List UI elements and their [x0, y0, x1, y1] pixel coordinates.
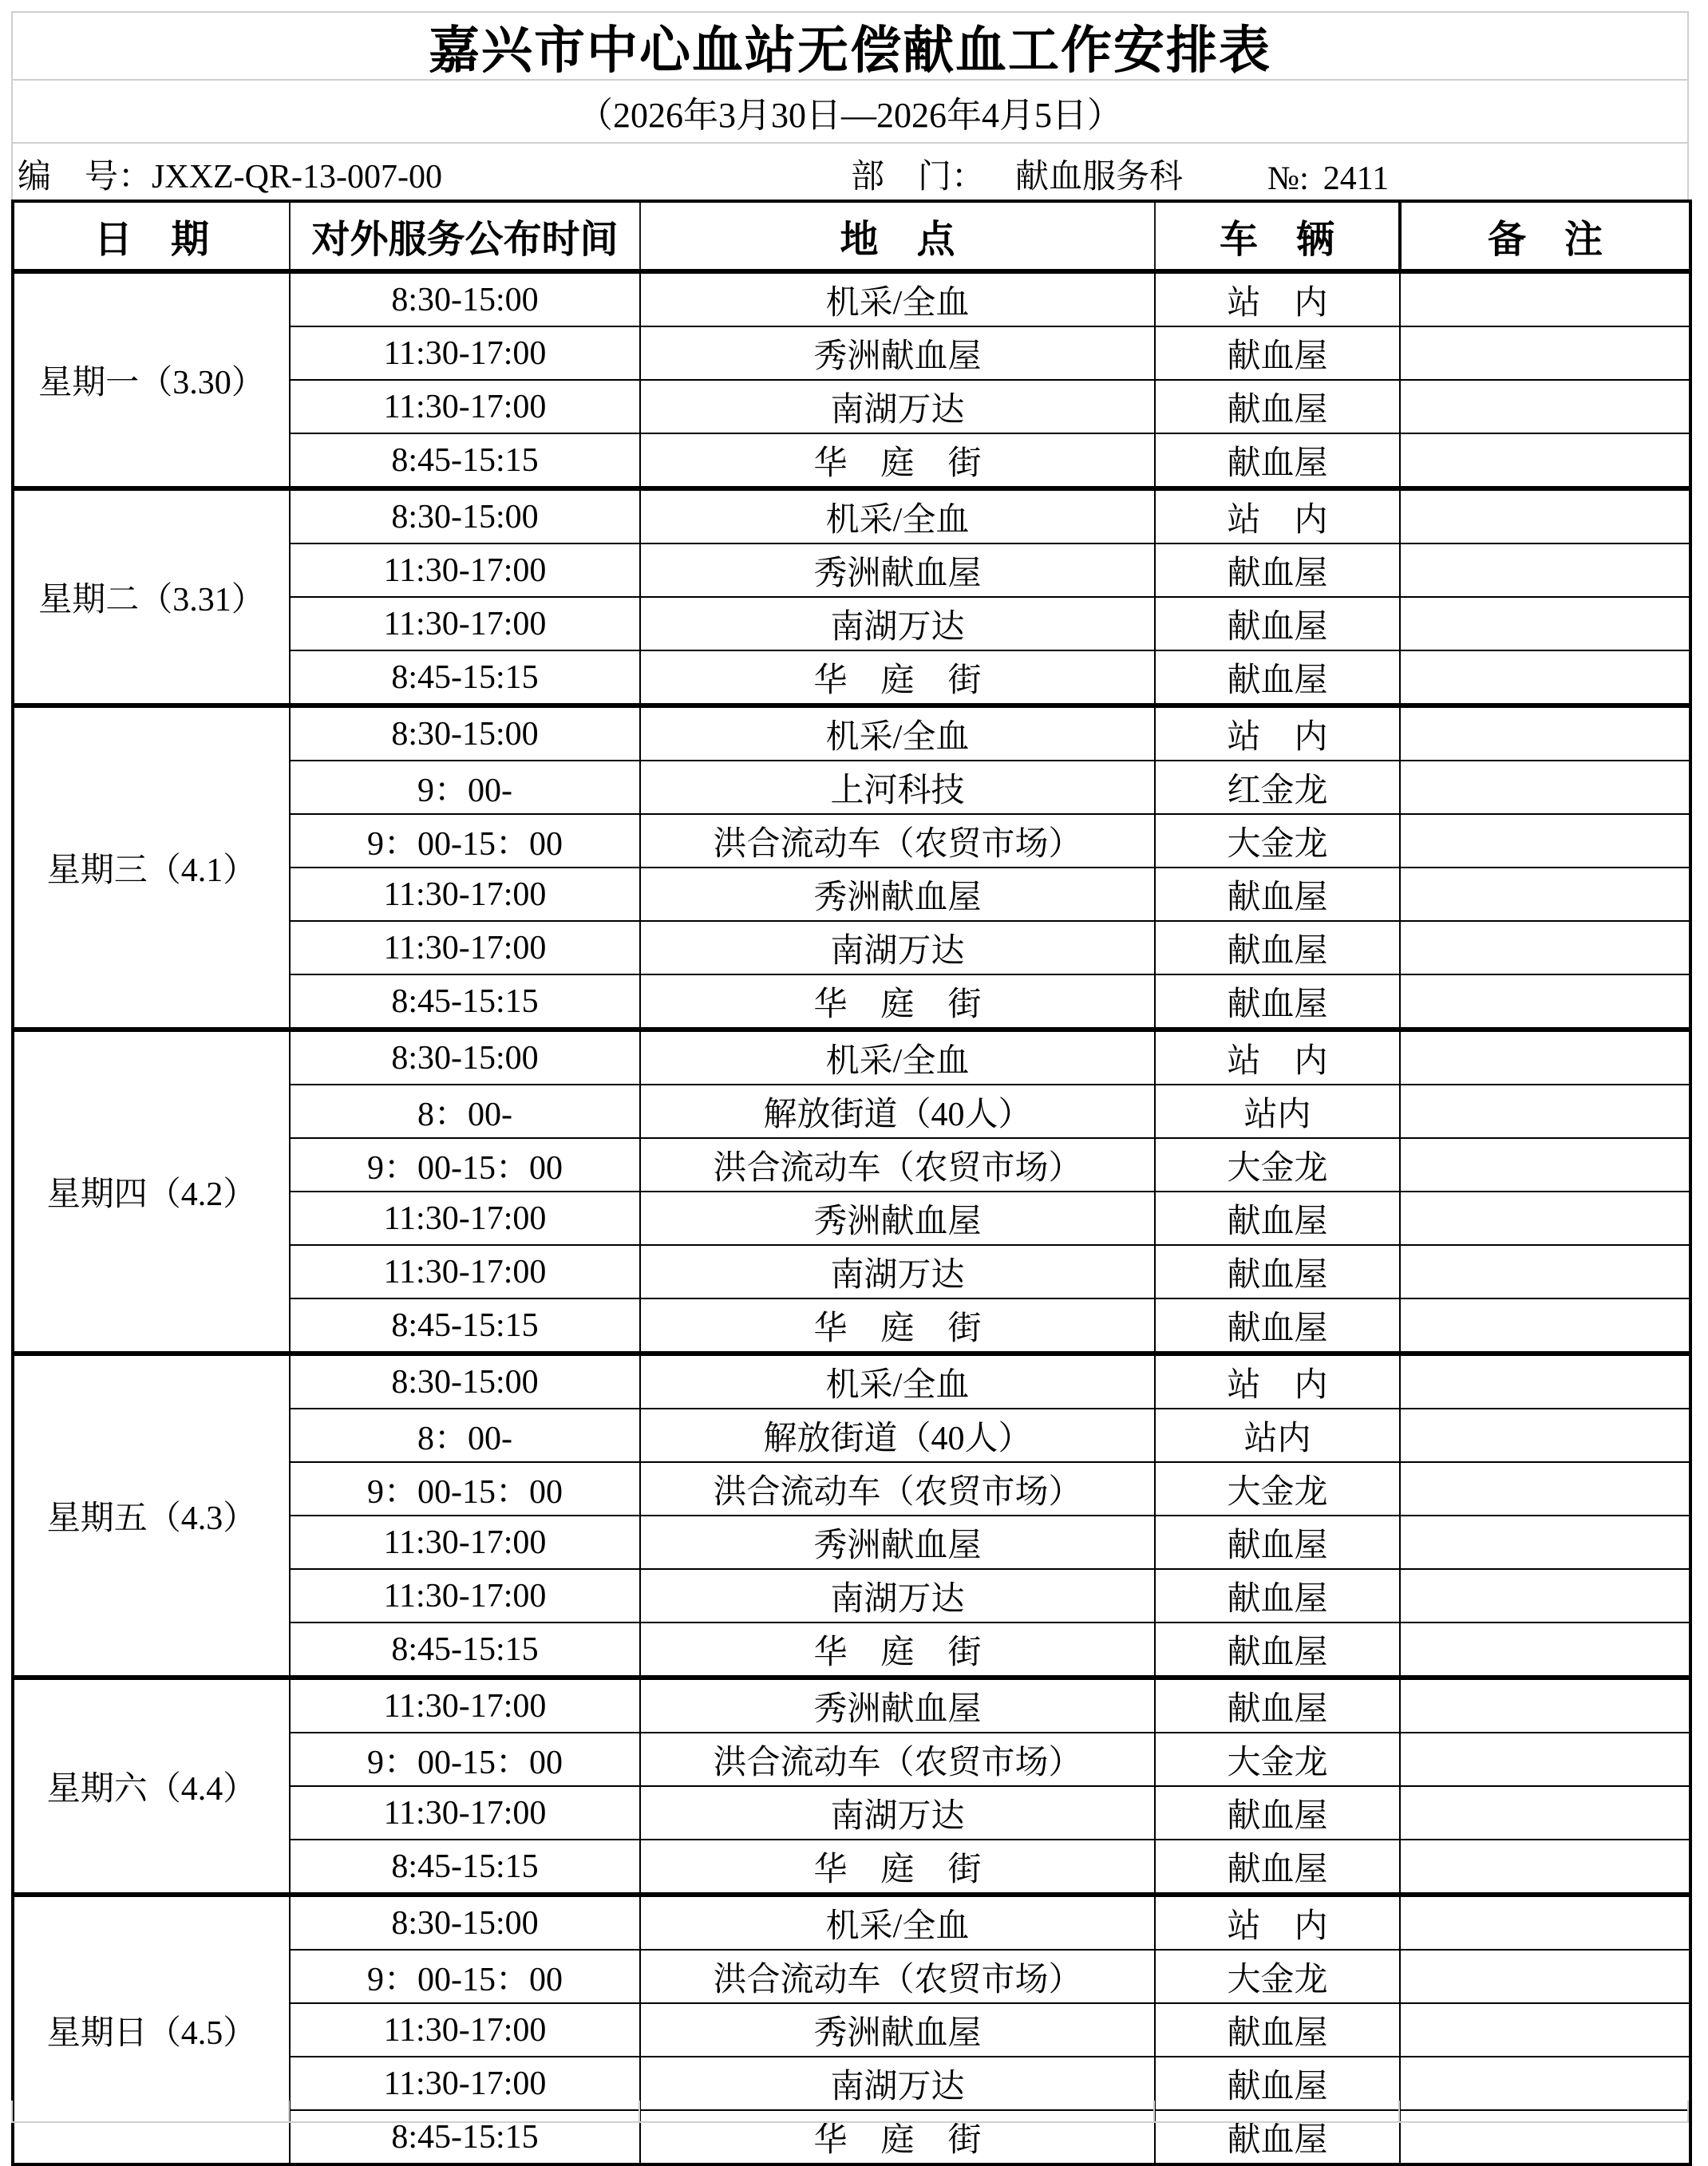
time-cell: 8:30-15:00: [290, 488, 640, 543]
time-cell: 9：00-15：00: [290, 1733, 640, 1786]
location-cell: 秀洲献血屋: [640, 1516, 1155, 1569]
remark-cell: [1400, 921, 1690, 974]
vehicle-cell: 大金龙: [1155, 1950, 1400, 2003]
schedule-row: [13, 1354, 1690, 1409]
serial-number-value: 2411: [1323, 160, 1390, 197]
time-cell: 8:45-15:15: [290, 650, 640, 706]
vehicle-cell: 献血屋: [1155, 974, 1400, 1030]
time-cell: 8:30-15:00: [290, 706, 640, 761]
time-cell: 8:30-15:00: [290, 1895, 640, 1950]
time-cell: 8:45-15:15: [290, 1623, 640, 1678]
location-cell: 秀洲献血屋: [640, 1192, 1155, 1245]
location-cell: 华 庭 街: [640, 2110, 1155, 2164]
remark-cell: [1400, 543, 1690, 597]
remark-cell: [1400, 271, 1690, 326]
time-cell: 9：00-: [290, 761, 640, 814]
remark-cell: [1400, 1516, 1690, 1569]
day-cell: 星期一（3.30）: [13, 271, 290, 488]
remark-cell: [1400, 1678, 1690, 1733]
vehicle-cell: 站 内: [1155, 1030, 1400, 1085]
gridline: [1398, 2101, 1400, 2121]
remark-cell: [1400, 1462, 1690, 1516]
remark-cell: [1400, 868, 1690, 921]
vehicle-cell: 献血屋: [1155, 1623, 1400, 1678]
location-cell: 华 庭 街: [640, 433, 1155, 488]
location-cell: 机采/全血: [640, 1354, 1155, 1409]
vehicle-cell: 站 内: [1155, 271, 1400, 326]
location-cell: 秀洲献血屋: [640, 543, 1155, 597]
vehicle-cell: 站 内: [1155, 488, 1400, 543]
vehicle-cell: 站 内: [1155, 1895, 1400, 1950]
vehicle-cell: 站 内: [1155, 1354, 1400, 1409]
schedule-row: [13, 488, 1690, 543]
department-value: 献血服务科: [1015, 159, 1184, 196]
location-cell: 南湖万达: [640, 921, 1155, 974]
location-cell: 华 庭 街: [640, 1298, 1155, 1354]
header-row: [13, 201, 1690, 271]
remark-cell: [1400, 650, 1690, 706]
vehicle-cell: 大金龙: [1155, 1138, 1400, 1192]
remark-cell: [1400, 433, 1690, 488]
remark-cell: [1400, 1840, 1690, 1895]
time-cell: 8:30-15:00: [290, 1354, 640, 1409]
location-cell: 洪合流动车（农贸市场）: [640, 814, 1155, 868]
time-cell: 8:45-15:15: [290, 2110, 640, 2164]
vehicle-cell: 献血屋: [1155, 2110, 1400, 2164]
day-cell: 星期三（4.1）: [13, 706, 290, 1030]
gridline: [639, 2101, 640, 2121]
time-cell: 8:45-15:15: [290, 433, 640, 488]
time-cell: 8:30-15:00: [290, 271, 640, 326]
vehicle-cell: 献血屋: [1155, 326, 1400, 380]
schedule-row: [13, 706, 1690, 761]
col-header-location: 地 点: [640, 201, 1155, 271]
time-cell: 9：00-15：00: [290, 1462, 640, 1516]
vehicle-cell: 站内: [1155, 1085, 1400, 1138]
time-cell: 11:30-17:00: [290, 2003, 640, 2057]
vehicle-cell: 献血屋: [1155, 921, 1400, 974]
remark-cell: [1400, 1623, 1690, 1678]
location-cell: 上河科技: [640, 761, 1155, 814]
location-cell: 南湖万达: [640, 597, 1155, 650]
vehicle-cell: 献血屋: [1155, 2003, 1400, 2057]
department-label: 部 门：: [851, 159, 986, 196]
vehicle-cell: 站内: [1155, 1409, 1400, 1462]
vehicle-cell: 献血屋: [1155, 543, 1400, 597]
location-cell: 洪合流动车（农贸市场）: [640, 1462, 1155, 1516]
department: [851, 150, 1183, 198]
remark-cell: [1400, 1733, 1690, 1786]
page-title: 嘉兴市中心血站无偿献血工作安排表: [429, 22, 1271, 79]
vehicle-cell: 献血屋: [1155, 433, 1400, 488]
remark-cell: [1400, 1569, 1690, 1623]
location-cell: 华 庭 街: [640, 650, 1155, 706]
vehicle-cell: 红金龙: [1155, 761, 1400, 814]
location-cell: 洪合流动车（农贸市场）: [640, 1733, 1155, 1786]
time-cell: 11:30-17:00: [290, 543, 640, 597]
vehicle-cell: 献血屋: [1155, 1569, 1400, 1623]
vehicle-cell: 大金龙: [1155, 1733, 1400, 1786]
vehicle-cell: 献血屋: [1155, 650, 1400, 706]
time-cell: 8:30-15:00: [290, 1030, 640, 1085]
location-cell: 机采/全血: [640, 1895, 1155, 1950]
schedule-table: [11, 200, 1692, 2166]
time-cell: 9：00-15：00: [290, 1950, 640, 2003]
vehicle-cell: 献血屋: [1155, 1840, 1400, 1895]
location-cell: 洪合流动车（农贸市场）: [640, 1138, 1155, 1192]
day-cell: 星期六（4.4）: [13, 1678, 290, 1895]
time-cell: 11:30-17:00: [290, 380, 640, 433]
location-cell: 机采/全血: [640, 488, 1155, 543]
col-header-vehicle: 车 辆: [1155, 201, 1400, 271]
time-cell: 9：00-15：00: [290, 1138, 640, 1192]
day-cell: 星期四（4.2）: [13, 1030, 290, 1354]
remark-cell: [1400, 380, 1690, 433]
time-cell: 11:30-17:00: [290, 1192, 640, 1245]
col-header-remark: 备 注: [1400, 201, 1690, 271]
remark-cell: [1400, 1786, 1690, 1840]
time-cell: 11:30-17:00: [290, 2057, 640, 2110]
time-cell: 11:30-17:00: [290, 1678, 640, 1733]
location-cell: 华 庭 街: [640, 1623, 1155, 1678]
location-cell: 南湖万达: [640, 1245, 1155, 1298]
location-cell: 解放街道（40人）: [640, 1085, 1155, 1138]
meta-row: [11, 142, 1689, 200]
location-cell: 秀洲献血屋: [640, 868, 1155, 921]
time-cell: 8:45-15:15: [290, 974, 640, 1030]
remark-cell: [1400, 761, 1690, 814]
vehicle-cell: 献血屋: [1155, 868, 1400, 921]
location-cell: 华 庭 街: [640, 1840, 1155, 1895]
schedule-table-body: [13, 271, 1690, 2164]
doc-number-label: 编 号：: [18, 159, 152, 196]
time-cell: 11:30-17:00: [290, 1516, 640, 1569]
time-cell: 11:30-17:00: [290, 1245, 640, 1298]
col-header-date: 日 期: [13, 201, 290, 271]
remark-cell: [1400, 974, 1690, 1030]
remark-cell: [1400, 1192, 1690, 1245]
schedule-row: [13, 1895, 1690, 1950]
time-cell: 8:45-15:15: [290, 1840, 640, 1895]
vehicle-cell: 站 内: [1155, 706, 1400, 761]
location-cell: 南湖万达: [640, 1569, 1155, 1623]
location-cell: 南湖万达: [640, 1786, 1155, 1840]
vehicle-cell: 献血屋: [1155, 1516, 1400, 1569]
serial-number-label: №:: [1267, 160, 1309, 197]
time-cell: 11:30-17:00: [290, 1569, 640, 1623]
gridline: [288, 2101, 290, 2121]
time-cell: 11:30-17:00: [290, 326, 640, 380]
day-cell: 星期五（4.3）: [13, 1354, 290, 1678]
remark-cell: [1400, 1895, 1690, 1950]
remark-cell: [1400, 1354, 1690, 1409]
location-cell: 南湖万达: [640, 2057, 1155, 2110]
remark-cell: [1400, 1030, 1690, 1085]
remark-cell: [1400, 488, 1690, 543]
vehicle-cell: 大金龙: [1155, 1462, 1400, 1516]
time-cell: 8：00-: [290, 1085, 640, 1138]
serial-number: [1267, 160, 1389, 198]
doc-number-value: JXXZ-QR-13-007-00: [152, 159, 442, 196]
schedule-row: [13, 271, 1690, 326]
time-cell: 11:30-17:00: [290, 921, 640, 974]
vehicle-cell: 献血屋: [1155, 2057, 1400, 2110]
schedule-row: [13, 1678, 1690, 1733]
remark-cell: [1400, 2003, 1690, 2057]
remark-cell: [1400, 1245, 1690, 1298]
location-cell: 秀洲献血屋: [640, 326, 1155, 380]
location-cell: 机采/全血: [640, 1030, 1155, 1085]
vehicle-cell: 献血屋: [1155, 1245, 1400, 1298]
page-subtitle: （2026年3月30日—2026年4月5日）: [578, 95, 1122, 135]
vehicle-cell: 献血屋: [1155, 1786, 1400, 1840]
location-cell: 南湖万达: [640, 380, 1155, 433]
remark-cell: [1400, 1298, 1690, 1354]
remark-cell: [1400, 1138, 1690, 1192]
time-cell: 8：00-: [290, 1409, 640, 1462]
remark-cell: [1400, 1085, 1690, 1138]
vehicle-cell: 献血屋: [1155, 380, 1400, 433]
vehicle-cell: 献血屋: [1155, 1192, 1400, 1245]
location-cell: 机采/全血: [640, 706, 1155, 761]
remark-cell: [1400, 706, 1690, 761]
schedule-row: [13, 1030, 1690, 1085]
location-cell: 秀洲献血屋: [640, 2003, 1155, 2057]
location-cell: 华 庭 街: [640, 974, 1155, 1030]
remark-cell: [1400, 1409, 1690, 1462]
vehicle-cell: 献血屋: [1155, 1678, 1400, 1733]
day-cell: 星期二（3.31）: [13, 488, 290, 706]
remark-cell: [1400, 1950, 1690, 2003]
gridline: [1153, 2101, 1155, 2121]
location-cell: 洪合流动车（农贸市场）: [640, 1950, 1155, 2003]
remark-cell: [1400, 597, 1690, 650]
gridline: [1687, 2101, 1689, 2121]
day-cell: 星期日（4.5）: [13, 1895, 290, 2164]
time-cell: 11:30-17:00: [290, 597, 640, 650]
gridline: [11, 2101, 13, 2121]
remark-cell: [1400, 814, 1690, 868]
doc-number: [18, 150, 442, 198]
location-cell: 秀洲献血屋: [640, 1678, 1155, 1733]
location-cell: 机采/全血: [640, 271, 1155, 326]
remark-cell: [1400, 326, 1690, 380]
time-cell: 9：00-15：00: [290, 814, 640, 868]
vehicle-cell: 献血屋: [1155, 1298, 1400, 1354]
col-header-time: 对外服务公布时间: [290, 201, 640, 271]
grid-remnant-row: [11, 2101, 1689, 2123]
time-cell: 8:45-15:15: [290, 1298, 640, 1354]
location-cell: 解放街道（40人）: [640, 1409, 1155, 1462]
time-cell: 11:30-17:00: [290, 868, 640, 921]
vehicle-cell: 大金龙: [1155, 814, 1400, 868]
vehicle-cell: 献血屋: [1155, 597, 1400, 650]
time-cell: 11:30-17:00: [290, 1786, 640, 1840]
